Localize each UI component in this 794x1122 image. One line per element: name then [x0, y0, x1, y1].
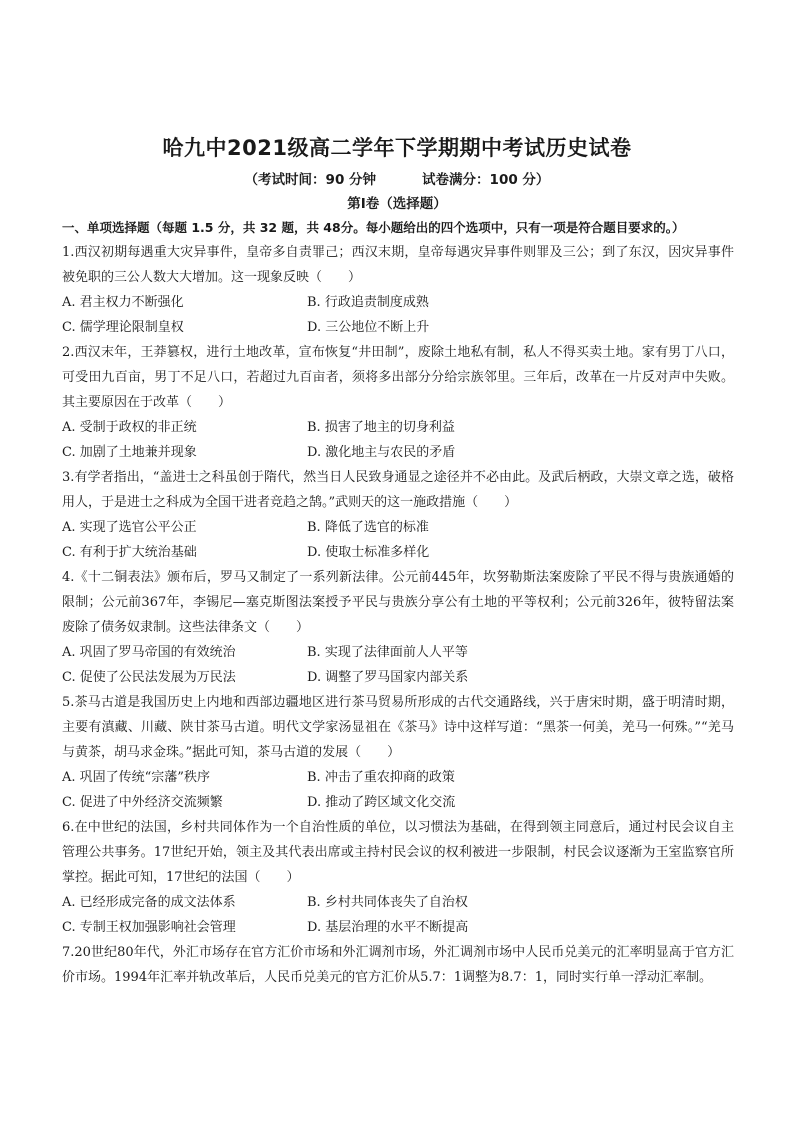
option: B. 乡村共同体丧失了自治权	[307, 895, 468, 910]
question-stem: 2.西汉末年，王莽篡权，进行土地改革，宣布恢复“井田制”，废除土地私有制，私人不得买卖土地。家有男丁八口，可受田九百亩，男丁不足八口，若超过九百亩者，须将多出部分分给宗族邻里。三年后，改革在一片反对声中失败。其主要原因在于改革（ ）	[62, 345, 734, 410]
question-stem: 1.西汉初期每遇重大灾异事件，皇帝多自责罪己；西汉末期，皇帝每遇灾异事件则罪及三公；到了东汉，因灾异事件被免职的三公人数大大增加。这一现象反映（ ）	[62, 245, 734, 285]
option: D. 推动了跨区域文化交流	[307, 795, 456, 810]
option: B. 冲击了重农抑商的政策	[307, 770, 455, 785]
option: D. 三公地位不断上升	[307, 320, 430, 335]
option: A. 巩固了传统“宗藩”秩序	[62, 770, 210, 785]
question-stem: 4.《十二铜表法》颁布后，罗马又制定了一系列新法律。公元前445年，坎努勒斯法案废除了平民不得与贵族通婚的限制；公元前367年，李锡尼—塞克斯图法案授予平民与贵族分享公有土地的平等权利；公元前326年，彼特留法案废除了债务奴隶制。这些法律条文（ ）	[62, 570, 734, 635]
option: C. 儒学理论限制皇权	[62, 320, 184, 335]
option: A. 已经形成完备的成文法体系	[62, 895, 236, 910]
option: C. 促使了公民法发展为万民法	[62, 670, 236, 685]
question-stem: 3.有学者指出，“盖进士之科虽创于隋代，然当日人民致身通显之途径并不必由此。及武后柄政，大崇文章之选，破格用人，于是进士之科成为全国干进者竞趋之鹄。”武则天的这一施政措施（ ）	[62, 470, 734, 510]
option: C. 加剧了土地兼并现象	[62, 445, 197, 460]
question-options	[62, 765, 734, 815]
option: D. 基层治理的水平不断提高	[307, 920, 469, 935]
option: C. 促进了中外经济交流频繁	[62, 795, 223, 810]
option: A. 君主权力不断强化	[62, 295, 184, 310]
exam-score: 试卷满分：100 分）	[422, 172, 550, 188]
option: A. 受制于政权的非正统	[62, 420, 197, 435]
option: D. 激化地主与农民的矛盾	[307, 445, 456, 460]
option: A. 实现了选官公平公正	[62, 520, 197, 535]
option: C. 有利于扩大统治基础	[62, 545, 197, 560]
exam-title: 哈九中2021级高二学年下学期期中考试历史试卷	[162, 136, 632, 160]
option: C. 专制王权加强影响社会管理	[62, 920, 236, 935]
option: B. 损害了地主的切身利益	[307, 420, 455, 435]
question-stem: 5.茶马古道是我国历史上内地和西部边疆地区进行茶马贸易所形成的古代交通路线，兴于唐宋时期，盛于明清时期，主要有滇藏、川藏、陕甘茶马古道。明代文学家汤显祖在《茶马》诗中这样写道：“黑茶一何美，羌马一何殊。”“羌马与黄茶，胡马求金珠。”据此可知，茶马古道的发展（ ）	[62, 695, 734, 760]
section-title: 一、单项选择题（每题 1.5 分，共 32 题，共 48分。每小题给出的四个选项中，只有一项是符合题目要求的。）	[62, 220, 685, 235]
question-options	[62, 290, 734, 340]
question-options	[62, 890, 734, 940]
part-title: 第Ⅰ卷（选择题）	[347, 196, 447, 212]
question-options	[62, 640, 734, 690]
question-options	[62, 515, 734, 565]
option: A. 巩固了罗马帝国的有效统治	[62, 645, 236, 660]
question-stem: 6.在中世纪的法国，乡村共同体作为一个自治性质的单位，以习惯法为基础，在得到领主同意后，通过村民会议自主管理公共事务。17世纪开始，领主及其代表出席或主持村民会议的权利被进一步限制，村民会议逐渐为王室监察官所掌控。据此可知，17世纪的法国（ ）	[62, 820, 734, 885]
question-options	[62, 415, 734, 465]
exam-info	[0, 168, 794, 188]
option: B. 行政追责制度成熟	[307, 295, 429, 310]
option: B. 实现了法律面前人人平等	[307, 645, 468, 660]
option: B. 降低了选官的标准	[307, 520, 429, 535]
exam-time: （考试时间：90 分钟	[244, 172, 377, 188]
question-stem: 7.20世纪80年代，外汇市场存在官方汇价市场和外汇调剂市场，外汇调剂市场中人民币兑美元的汇率明显高于官方汇价市场。1994年汇率并轨改革后，人民币兑美元的官方汇价从5.7：1调整为8.7：1，同时实行单一浮动汇率制。	[62, 945, 734, 985]
option: D. 使取士标准多样化	[307, 545, 430, 560]
option: D. 调整了罗马国家内部关系	[307, 670, 469, 685]
